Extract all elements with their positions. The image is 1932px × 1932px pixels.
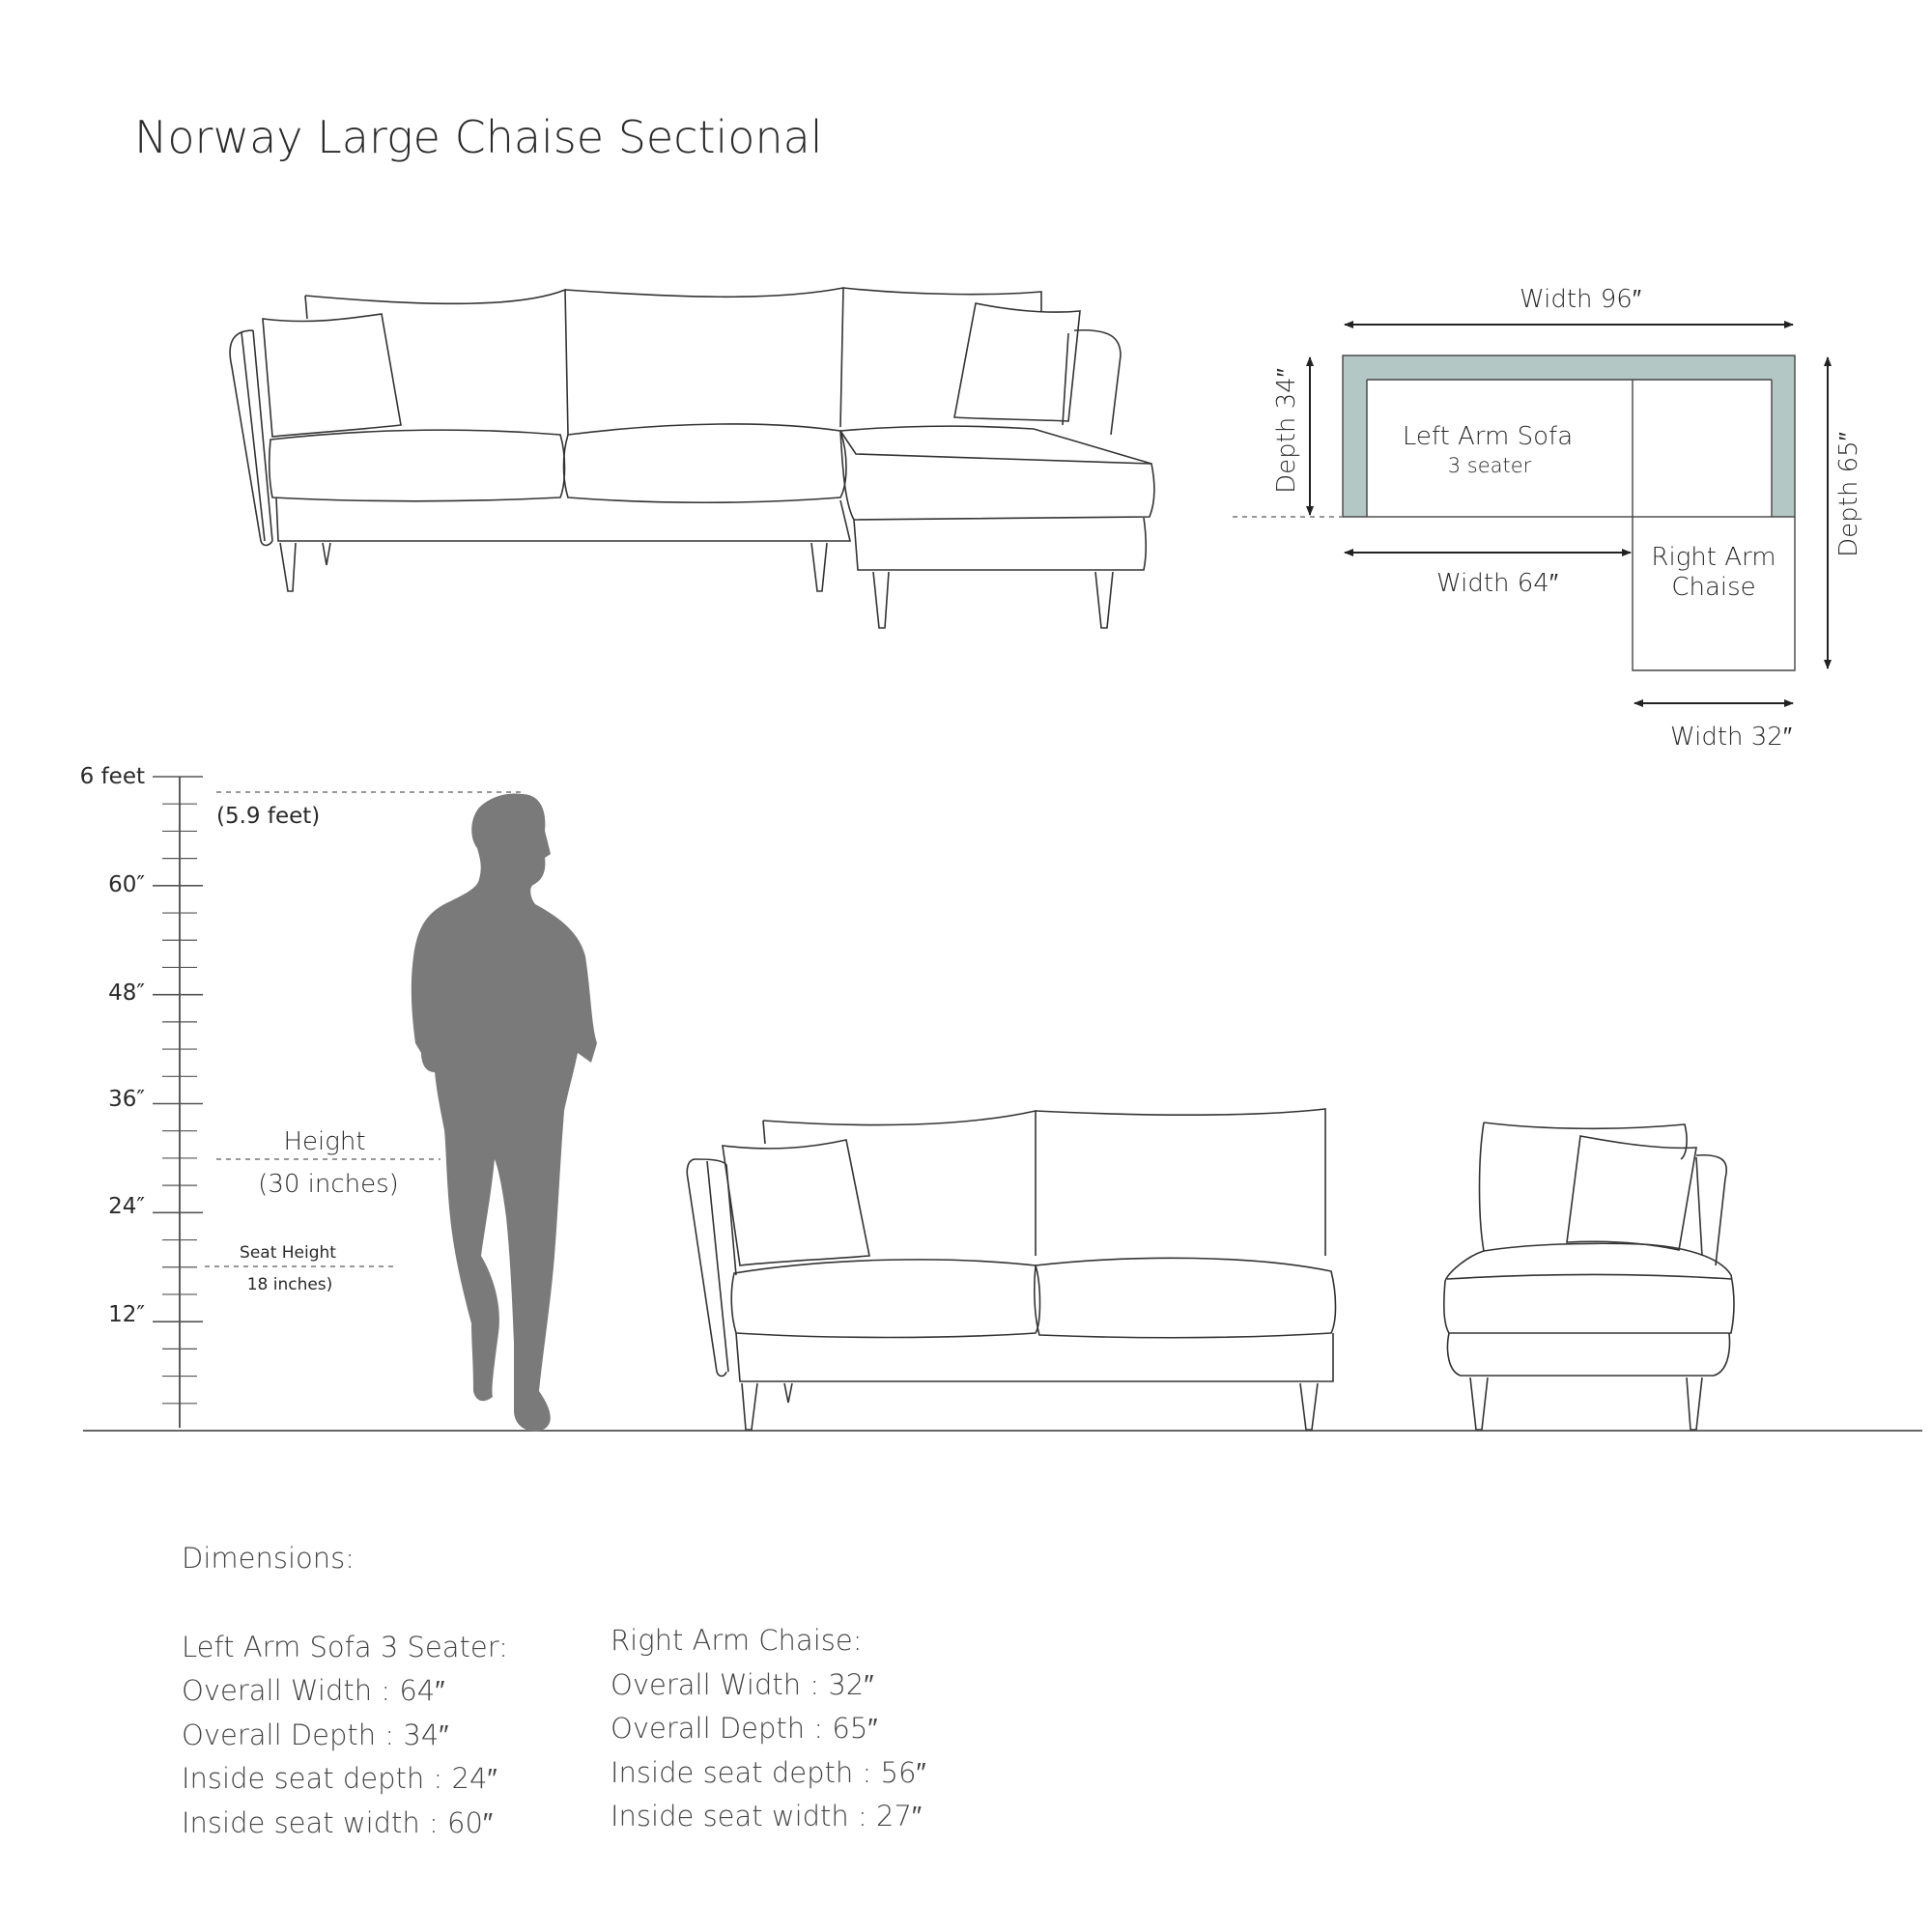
plan-sofa-name: Left Arm Sofa: [1402, 422, 1574, 451]
person-height-label: (5.9 feet): [216, 804, 321, 829]
scale-mark-12: 12″: [108, 1302, 145, 1327]
sofa-depth-label: Depth 34″: [1272, 368, 1301, 494]
scale-ticks: [153, 777, 203, 1431]
scale-mark-24: 24″: [108, 1194, 145, 1219]
sofa-height-value: (30 inches): [258, 1170, 399, 1199]
page-title: Norway Large Chaise Sectional: [134, 111, 823, 163]
chaise-width-label: Width 32″: [1669, 723, 1793, 752]
seat-height-value: 18 inches): [246, 1275, 333, 1294]
plan-chaise-name-line1: Right Arm: [1651, 543, 1776, 572]
sofa-spec-inside-depth: Inside seat depth : 24″: [182, 1762, 497, 1795]
sofa-spec-depth: Overall Depth : 34″: [182, 1719, 449, 1751]
scale-top-label: 6 feet: [79, 764, 145, 789]
plan-view: [1233, 285, 1863, 752]
scale-mark-36: 36″: [108, 1087, 145, 1112]
dimensions-heading: Dimensions:: [182, 1542, 355, 1575]
person-silhouette: [412, 794, 597, 1432]
chaise-spec-inside-depth: Inside seat depth : 56″: [611, 1756, 926, 1789]
sofa-front-drawing: [687, 1109, 1335, 1430]
plan-chaise-name-line2: Chaise: [1671, 573, 1756, 602]
seat-height-label: Seat Height: [240, 1243, 336, 1263]
sectional-front-drawing: [230, 288, 1154, 628]
sofa-spec-width: Overall Width : 64″: [182, 1674, 445, 1707]
chaise-front-drawing: [1444, 1122, 1734, 1430]
dimensions-spec: [182, 1542, 926, 1839]
scale-mark-48: 48″: [108, 980, 145, 1006]
sofa-height-label: Height: [283, 1127, 366, 1156]
sofa-spec-title: Left Arm Sofa 3 Seater:: [182, 1631, 508, 1663]
scale-mark-60: 60″: [108, 872, 145, 897]
sofa-spec-inside-width: Inside seat width : 60″: [182, 1806, 494, 1839]
total-width-label: Width 96″: [1519, 285, 1642, 314]
chaise-spec-inside-width: Inside seat width : 27″: [611, 1800, 923, 1833]
chaise-spec-width: Overall Width : 32″: [611, 1668, 874, 1701]
plan-sofa-seats: 3 seater: [1447, 454, 1532, 477]
chaise-spec-depth: Overall Depth : 65″: [611, 1712, 878, 1745]
chaise-spec-title: Right Arm Chaise:: [611, 1624, 863, 1657]
total-depth-label: Depth 65″: [1834, 432, 1863, 557]
sofa-width-label: Width 64″: [1435, 569, 1559, 598]
